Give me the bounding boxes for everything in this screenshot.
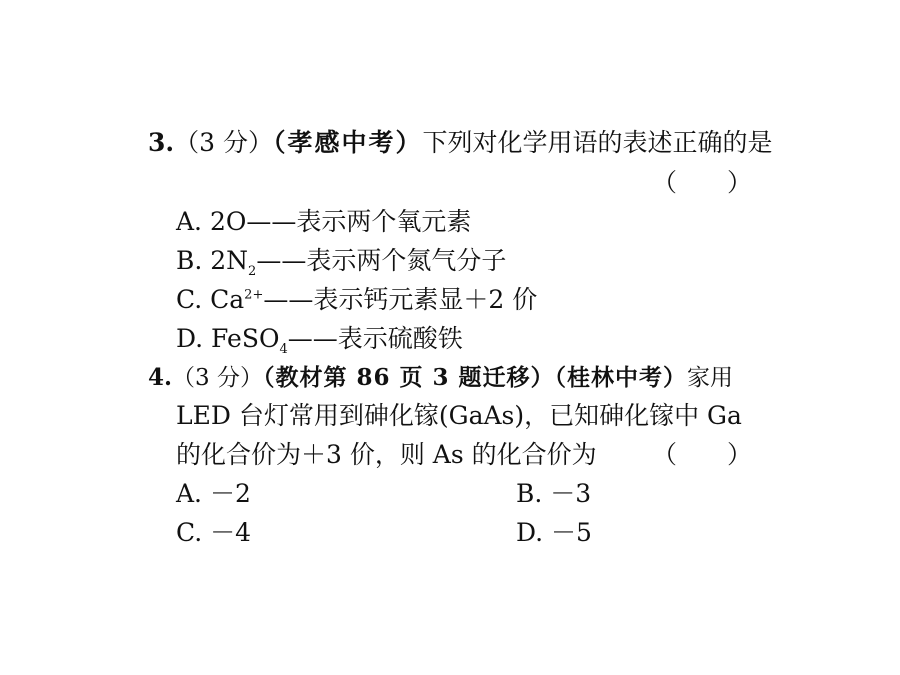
q3-option-d-subscript: 4 [279, 342, 288, 357]
q4-stem-start: 家用 [687, 365, 734, 391]
q3-option-d-text: 表示硫酸铁 [337, 324, 463, 353]
q3-stem: 下列对化学用语的表述正确的是 [422, 128, 773, 157]
q3-option-a-dash: —— [246, 207, 297, 236]
q3-option-b-text: 表示两个氮气分子 [306, 246, 507, 275]
q4-source-textbook: （教材第 86 页 3 题迁移） [262, 364, 555, 391]
q3-option-c-dash: —— [263, 285, 314, 314]
q3-score: （3 分） [174, 128, 273, 157]
q4-source-exam: （桂林中考） [554, 364, 688, 391]
q3-option-b-label: B. 2N [176, 246, 249, 275]
q4-option-a: A. －2 [176, 479, 251, 508]
q3-stem-line [148, 128, 773, 158]
q3-answer-blank: （ ） [652, 168, 753, 197]
q3-option-c [176, 285, 537, 315]
q3-option-a [176, 207, 471, 237]
q4-option-c: C. －4 [176, 518, 252, 547]
q3-option-c-superscript: 2+ [244, 287, 264, 303]
q4-stem-line-1 [148, 363, 733, 393]
q3-option-a-label: A. 2O [176, 207, 247, 236]
q3-option-c-text: 表示钙元素显＋2 价 [313, 285, 538, 314]
q4-option-d: D. －5 [516, 518, 592, 547]
q3-option-d [176, 324, 463, 357]
q3-option-d-label: D. FeSO [176, 324, 280, 353]
q4-stem-line-2: LED 台灯常用到砷化镓(GaAs)，已知砷化镓中 Ga [176, 401, 742, 430]
q4-number: 4. [148, 364, 173, 391]
q3-option-c-label: C. Ca [176, 285, 245, 314]
q4-answer-blank: （ ） [652, 440, 753, 469]
q3-option-b-subscript: 2 [248, 264, 257, 279]
q3-number: 3. [148, 128, 175, 157]
q3-option-b-dash: —— [256, 246, 307, 275]
q3-source: （孝感中考） [272, 128, 423, 157]
q4-score: （3 分） [172, 365, 263, 391]
q4-option-b: B. －3 [516, 479, 592, 508]
q4-stem-line-3: 的化合价为＋3 价，则 As 的化合价为 [176, 440, 597, 469]
q3-option-d-dash: —— [287, 324, 338, 353]
q3-option-b [176, 246, 507, 279]
q3-option-a-text: 表示两个氧元素 [296, 207, 472, 236]
